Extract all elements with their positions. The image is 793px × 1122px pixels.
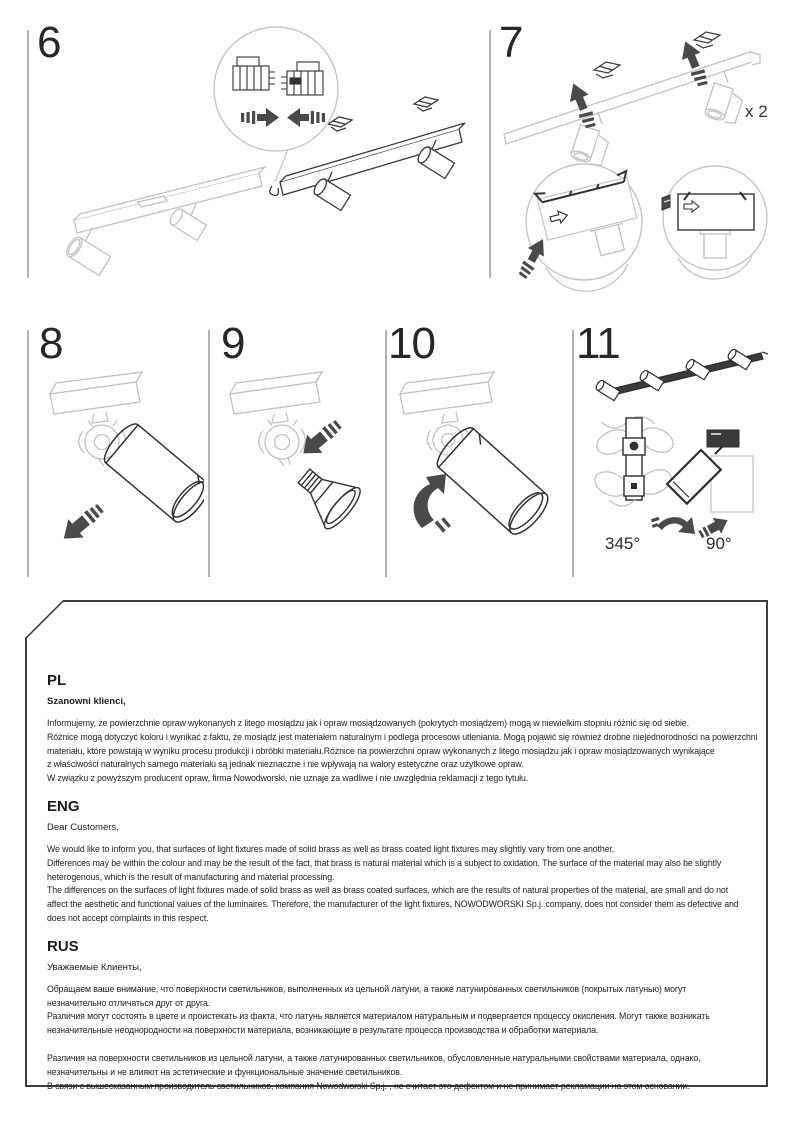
- cover-detail-inset-tilted: [515, 164, 642, 291]
- rus-line: незначительны и не влияют на эстетические и функциональные значение светильников.: [47, 1066, 403, 1077]
- ceiling-track: [50, 372, 142, 423]
- ceiling-track: [400, 372, 494, 423]
- pl-heading: PL: [47, 672, 67, 689]
- step11-illustration-adjust: [583, 338, 791, 538]
- eng-greeting: Dear Customers,: [47, 821, 119, 833]
- rus-line: Различия на поверхности светильников из цельной латуни, а также латунированных светильников, обусловленные натуральными свойствами материала, однако,: [47, 1052, 701, 1063]
- eng-line: affect the aesthetic and functional values of the luminaires. Therefore, the manufacturer of the light fixtures, NOWODWORSKI Sp.j. company, does not consider them as defective and: [47, 899, 739, 910]
- step9-number: 9: [221, 319, 245, 368]
- step6-illustration-join-tracks: [26, 16, 484, 286]
- step8-illustration-remove-shade: [36, 370, 204, 570]
- track-rail: [504, 52, 760, 168]
- rus-paragraph-2: [47, 1052, 760, 1093]
- rotation-90-label: 90°: [706, 534, 732, 553]
- eng-line: Differences may be within the colour and may be the result of the fact, that brass is natural material which is a subject to oxidation. The surface of the material may also be slightly: [47, 857, 722, 868]
- rotate-345-icon: [651, 517, 695, 534]
- rus-line: Различия могут состоять в цвете и проистекать из факта, что латунь является материалом натуральным и подвергается процессу окисления. Могут также возникать: [47, 1011, 710, 1022]
- cover-clip-icon: [414, 97, 438, 111]
- insert-arrow-icon: [296, 415, 347, 463]
- step7-number: 7: [499, 18, 523, 67]
- step7-quantity-label: x 2: [745, 102, 768, 121]
- step10-number: 10: [388, 319, 435, 368]
- cover-clip-icon: [662, 195, 670, 210]
- step6-number: 6: [37, 18, 61, 67]
- step11-divider: [572, 330, 574, 577]
- pl-line: W związku z powyższym producent opraw, firma Nowodworski, nie uznaje za wadliwe i nie uwzględnia reklamacji z tego tytułu.: [47, 773, 529, 784]
- step10-illustration-reattach-shade: [386, 368, 564, 573]
- rus-line: незначительно отличаться друг от друга.: [47, 997, 211, 1008]
- shade-cylinder: [432, 423, 554, 540]
- eng-line: heterogenous, which is the result of manufacturing and material processing.: [47, 871, 335, 882]
- finished-fixture: [595, 348, 768, 401]
- remove-arrow-icon: [56, 499, 108, 548]
- rotation-345-label: 345°: [605, 534, 641, 553]
- fixture-head: [259, 420, 306, 466]
- rus-line: Обращаем ваше внимание, что поверхности светильников, выполненных из цельной латуни, а также латунированных светильников (покрытых латунью) могут: [47, 983, 687, 994]
- track-rail-left: [64, 167, 265, 275]
- rus-greeting: Уважаемые Клиенты,: [47, 961, 142, 973]
- pl-line: Różnice mogą dotyczyć koloru i wynikać z faktu, że mosiądz jest materiałem naturalnym i podlega procesowi utleniania. Mogą pojawić się również drobne niejednorodności na powierzchni: [47, 731, 758, 742]
- rus-paragraph-1: [47, 983, 760, 1038]
- eng-paragraph: [47, 843, 760, 926]
- step8-divider: [27, 330, 29, 577]
- pl-line: Informujemy, że powierzchnie opraw wykonanych z litego mosiądzu jak i opraw mosiądzowanych (pokrytych mosiądzem) mogą w niewielkim stopniu różnić się od siebie.: [47, 718, 689, 728]
- step9-divider: [208, 330, 210, 577]
- ceiling-track: [230, 372, 322, 423]
- reattach-arrow-icon: [414, 474, 451, 533]
- cover-clip-icon: [328, 117, 352, 131]
- cover-clip-icon: [594, 62, 620, 78]
- cover-clip-icon: [694, 32, 720, 48]
- pl-paragraph: [47, 717, 760, 786]
- step7-illustration-attach-covers: [486, 16, 788, 292]
- rotation-diagram-345: [591, 416, 677, 506]
- pl-greeting: Szanowni klienci,: [47, 696, 126, 707]
- gu10-bulb: [287, 456, 365, 533]
- pl-line: materiału, które powstają w wyniku procesu produkcji i obróbki materiału.Różnice na powierzchni opraw wykonanych z litego mosiądzu jak i opraw mosiądzowanych wynikające: [47, 745, 715, 756]
- notice-content: [25, 600, 768, 1091]
- eng-line: We would like to inform you, that surfaces of light fixtures made of solid brass as well as brass coated light fixtures may slightly vary from one another.: [47, 843, 615, 854]
- cover-detail-inset-seated: [662, 166, 767, 279]
- pl-line: z właściwości naturalnych samego materiału są jednak nieznaczne i nie wpływają na walory estetyczne oraz użytkowe opraw.: [47, 759, 524, 770]
- step11-number: 11: [576, 319, 620, 368]
- rus-line: В связи с вышесказанным производитель светильников, компания Nowodworski Sp.j. , не считает это дефектом и не принимает рекламации на этом основании.: [47, 1080, 690, 1091]
- step8-number: 8: [39, 319, 63, 368]
- rotation-diagram-90: [667, 430, 753, 512]
- rus-heading: RUS: [47, 937, 79, 955]
- eng-line: The differences on the surfaces of light fixtures made of solid brass as well as brass coated surfaces, which are the results of natural properties of the material, are small and do not: [47, 885, 729, 896]
- eng-line: does not accept complaints in this respect.: [47, 912, 209, 923]
- rus-line: незначительные неоднородности на поверхности материала, возникающие в результате процесса производства и обработки материала.: [47, 1025, 599, 1036]
- step9-illustration-insert-bulb: [216, 370, 378, 570]
- eng-heading: ENG: [47, 797, 80, 815]
